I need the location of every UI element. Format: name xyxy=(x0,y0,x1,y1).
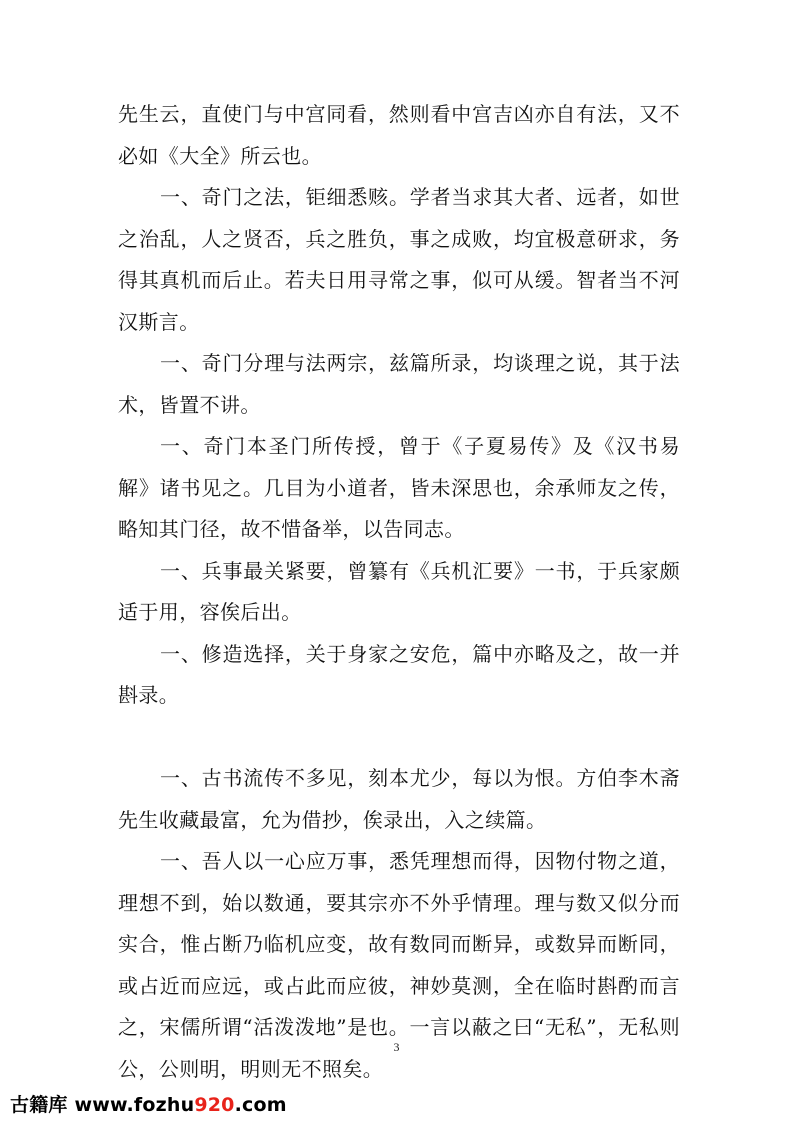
site-watermark xyxy=(10,1090,287,1117)
paragraph-8: 一、吾人以一心应万事，悉凭理想而得，因物付物之道，理想不到，始以数通，要其宗亦不外乎情理。理与数又似分而实合，惟占断乃临机应变，故有数同而断异，或数异而断同，或占近而应远，或占此而应彼，神妙莫测，全在临时斟酌而言之，宋儒所谓“活泼泼地”是也。一言以蔽之曰“无私”，无私则公，公则明，明则无不照矣。 xyxy=(118,849,680,1081)
section-gap xyxy=(118,717,680,759)
page-number: 3 xyxy=(393,1040,400,1054)
paragraph-5: 一、兵事最关紧要，曾纂有《兵机汇要》一书，于兵家颇适于用，容俟后出。 xyxy=(118,558,680,624)
watermark-url-suffix: .com xyxy=(234,1094,287,1116)
paragraph-1: 先生云，直使门与中宫同看，然则看中宫吉凶亦自有法，又不必如《大全》所云也。 xyxy=(118,102,680,168)
watermark-url-prefix: www.fozhu xyxy=(74,1094,195,1116)
paragraph-4: 一、奇门本圣门所传授，曾于《子夏易传》及《汉书易解》诸书见之。几目为小道者，皆未深思也，余承师友之传，略知其门径，故不惜备举，以告同志。 xyxy=(118,434,680,541)
paragraph-2: 一、奇门之法，钜细悉赅。学者当求其大者、远者，如世之治乱，人之贤否，兵之胜负，事之成败，均宜极意研求，务得其真机而后止。若夫日用寻常之事，似可从缓。智者当不河汉斯言。 xyxy=(118,185,680,334)
watermark-url-number: 920 xyxy=(194,1094,235,1116)
body-text xyxy=(118,94,680,1090)
paragraph-3: 一、奇门分理与法两宗，兹篇所录，均谈理之说，其于法术，皆置不讲。 xyxy=(118,351,680,417)
paragraph-7: 一、古书流传不多见，刻本尤少，每以为恨。方伯李木斋先生收藏最富，允为借抄，俟录出，入之续篇。 xyxy=(118,766,680,832)
paragraph-6: 一、修造选择，关于身家之安危，篇中亦略及之，故一并斟录。 xyxy=(118,641,680,707)
watermark-site-name: 古籍库 xyxy=(10,1094,68,1116)
